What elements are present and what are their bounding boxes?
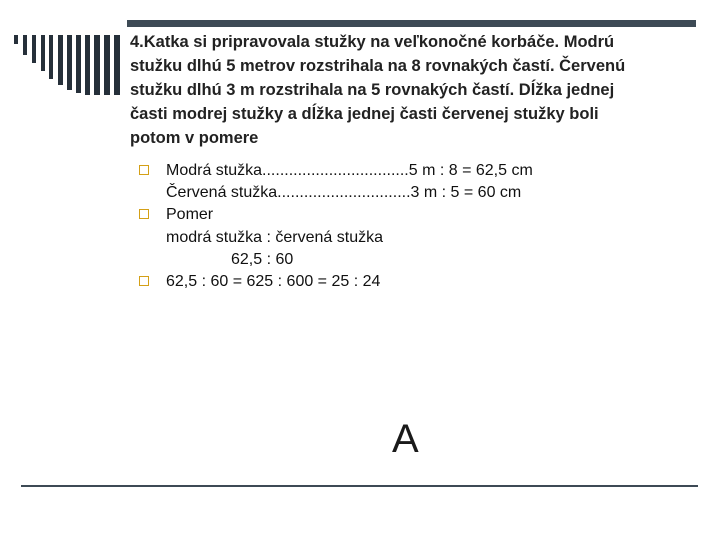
- problem-line: 4.Katka si pripravovala stužky na veľkonočné korbáče. Modrú: [130, 33, 615, 51]
- decorative-bar: [104, 35, 110, 95]
- decorative-bar: [85, 35, 90, 95]
- solution-item-ratio: [139, 204, 699, 271]
- decorative-bar: [14, 35, 18, 44]
- decorative-bar: [114, 35, 120, 95]
- problem-line: potom v pomere: [130, 129, 259, 147]
- simplified-ratio: 62,5 : 60 = 625 : 600 = 25 : 24: [166, 273, 381, 291]
- decorative-bar: [58, 35, 63, 85]
- answer-letter: A: [392, 417, 419, 461]
- solution-list: [139, 160, 699, 293]
- bottom-rule: [21, 485, 698, 487]
- red-ribbon-line: Červená stužka..............................3 m : 5 = 60 cm: [166, 184, 522, 202]
- decorative-bar: [76, 35, 81, 93]
- problem-line: stužku dlhú 5 metrov rozstrihala na 8 rovnakých častí. Červenú: [130, 57, 626, 75]
- ratio-values: 62,5 : 60: [231, 250, 294, 268]
- decorative-bar: [94, 35, 100, 95]
- decorative-bar: [32, 35, 36, 63]
- solution-item-simplified: [139, 271, 699, 293]
- decorative-bar: [41, 35, 45, 71]
- square-bullet-icon: [139, 276, 149, 286]
- decorative-bar: [67, 35, 72, 90]
- square-bullet-icon: [139, 165, 149, 175]
- blue-ribbon-line: Modrá stužka.................................5 m : 8 = 62,5 cm: [166, 162, 533, 179]
- decorative-bar: [23, 35, 27, 55]
- problem-line: stužku dlhú 3 m rozstrihala na 5 rovnakých častí. Dĺžka jednej: [130, 81, 615, 99]
- ratio-heading: Pomer: [166, 206, 214, 224]
- solution-item-lengths: [139, 160, 699, 204]
- problem-line: časti modrej stužky a dĺžka jednej časti červenej stužky boli: [130, 105, 599, 123]
- ratio-description: modrá stužka : červená stužka: [166, 228, 383, 246]
- square-bullet-icon: [139, 209, 149, 219]
- problem-statement: [130, 30, 700, 150]
- decorative-bars: [14, 35, 132, 95]
- top-decorative-rule: [127, 20, 696, 27]
- decorative-bar: [49, 35, 53, 79]
